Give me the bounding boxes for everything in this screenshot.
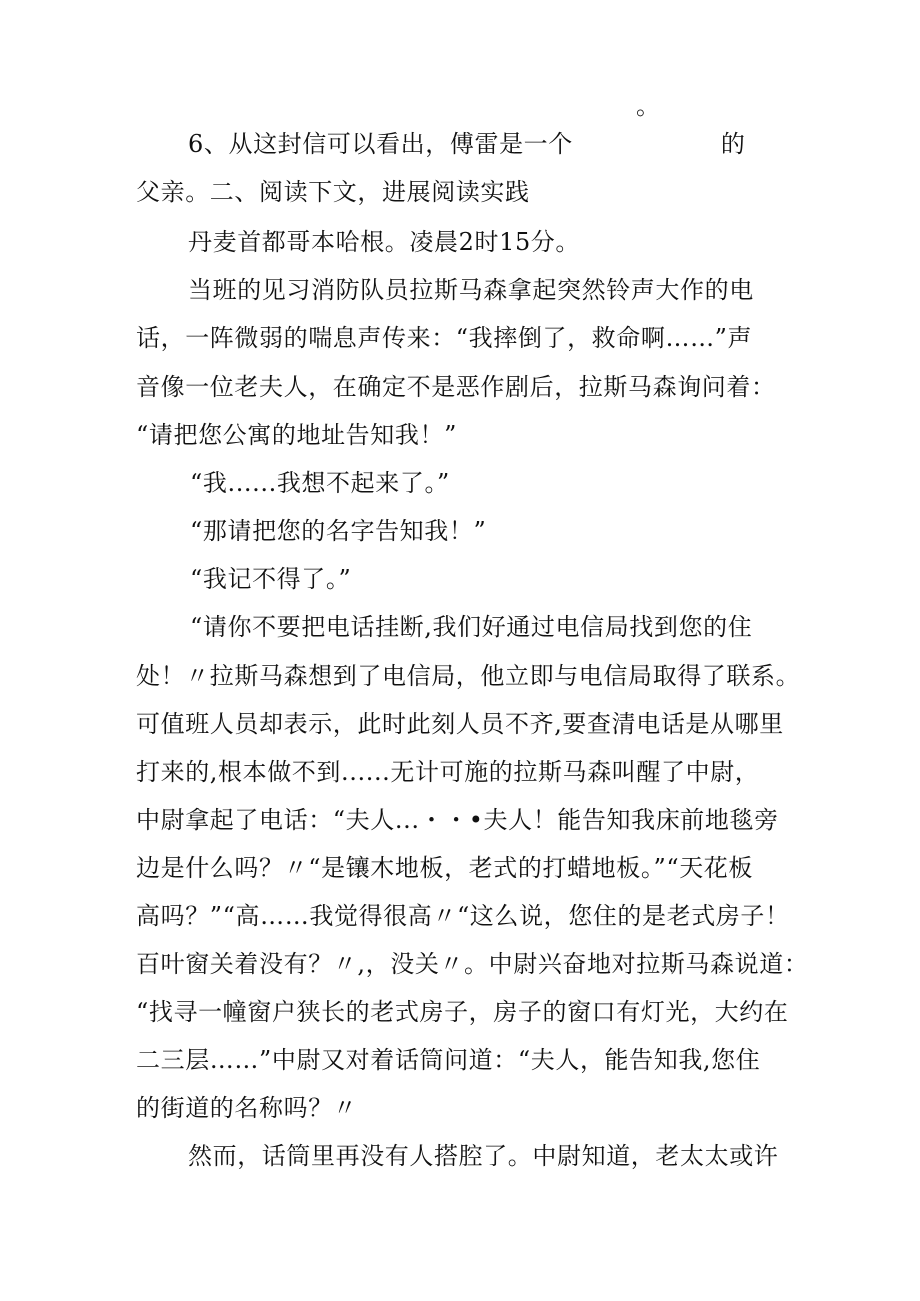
paragraph-line: 二三层……”中尉又对着话筒问道：“夫人，能告知我,您住 — [136, 1046, 761, 1074]
paragraph-line: “找寻一幢窗户狭长的老式房子，房子的窗口有灯光，大约在 — [136, 998, 789, 1026]
dialogue-line: “我......我想不起来了。” — [190, 469, 450, 497]
paragraph-line: 当班的见习消防队员拉斯马森拿起突然铃声大作的电 — [188, 276, 754, 304]
question-6-tail: 的 — [720, 130, 746, 158]
paragraph-line: 话，一阵微弱的喘息声传来：“我摔倒了，救命啊……”声 — [136, 324, 753, 352]
dialogue-line: “那请把您的名字告知我！” — [190, 517, 487, 545]
paragraph-line: 打来的,根本做不到......无计可施的拉斯马森叫醒了中尉， — [136, 758, 760, 786]
paragraph-line: 中尉拿起了电话：“夫人...・・•夫人！能告知我床前地毯旁 — [136, 806, 779, 834]
question-6-stem: 6、从这封信可以看出，傅雷是一个 — [188, 130, 573, 158]
paragraph-line: 百叶窗关着没有？〃,，没关〃。中尉兴奋地对拉斯马森说道： — [136, 950, 809, 978]
paragraph-line: 处！〃拉斯马森想到了电信局，他立即与电信局取得了联系。 — [136, 662, 801, 690]
paragraph-line: 音像一位老夫人，在确定不是恶作剧后，拉斯马森询问着： — [136, 373, 776, 401]
paragraph-line: “请把您公寓的地址告知我！” — [136, 421, 457, 449]
dialogue-line: “我记不得了。” — [190, 565, 352, 593]
paragraph-line: 可值班人员却表示，此时此刻人员不齐,要查清电话是从哪里 — [136, 710, 784, 738]
paragraph-line: 然而，话筒里再没有人搭腔了。中尉知道，老太太或许 — [188, 1142, 779, 1170]
trailing-period: 。 — [636, 92, 661, 120]
paragraph-line: 高吗？”“高……我觉得很高〃“这么说，您住的是老式房子！ — [136, 902, 790, 930]
paragraph-line: 丹麦首都哥本哈根。凌晨2时15分。 — [188, 228, 581, 256]
paragraph-line: 的街道的名称吗？〃 — [136, 1094, 358, 1122]
section-heading-line: 父亲。二、阅读下文，进展阅读实践 — [136, 178, 530, 206]
question-6 — [188, 128, 745, 160]
paragraph-line: 边是什么吗？〃“是镶木地板，老式的打蜡地板。”“天花板 — [136, 854, 754, 882]
paragraph-line: “请你不要把电话挂断,我们好通过电信局找到您的住 — [190, 613, 753, 641]
